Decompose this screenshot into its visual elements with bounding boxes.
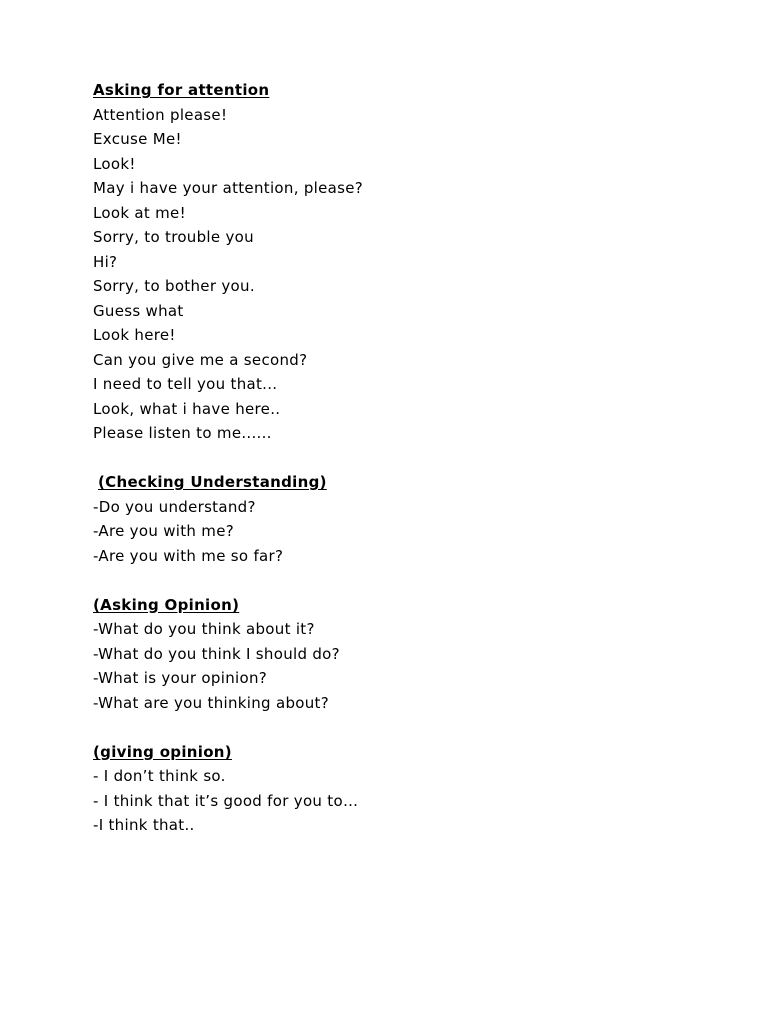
phrase-line: Sorry, to bother you.: [93, 277, 255, 295]
phrase-line: Excuse Me!: [93, 130, 182, 148]
heading-asking-for-attention: Asking for attention: [93, 81, 270, 99]
phrase-line: -Do you understand?: [93, 497, 256, 516]
phrase-line: Look at me!: [93, 203, 186, 222]
phrase-line: Look!: [93, 154, 136, 173]
phrase-line: -What do you think I should do?: [93, 644, 340, 663]
phrase-line: Can you give me a second?: [93, 350, 308, 369]
section-gap: [93, 446, 713, 471]
phrase-line: - I don’t think so.: [93, 767, 226, 785]
heading-asking-opinion: (Asking Opinion): [93, 595, 240, 614]
phrase-line: Look, what i have here..: [93, 399, 281, 418]
phrase-line: I need to tell you that...: [93, 375, 278, 393]
section-gap: [93, 568, 713, 593]
phrase-line: -Are you with me so far?: [93, 546, 284, 565]
phrase-line: Guess what: [93, 301, 184, 320]
phrase-line: -What are you thinking about?: [93, 693, 329, 712]
phrase-line: Please listen to me......: [93, 424, 272, 442]
heading-checking-understanding: (Checking Understanding): [98, 473, 327, 491]
phrase-line: Sorry, to trouble you: [93, 228, 254, 246]
phrase-line: -Are you with me?: [93, 522, 235, 540]
heading-giving-opinion: (giving opinion): [93, 742, 232, 761]
phrase-line: -I think that..: [93, 816, 195, 834]
phrase-line: Look here!: [93, 326, 176, 344]
section-gap: [93, 715, 713, 740]
document-page: [93, 78, 713, 838]
phrase-line: Attention please!: [93, 105, 228, 124]
phrase-line: - I think that it’s good for you to…: [93, 791, 359, 810]
phrase-line: May i have your attention, please?: [93, 179, 364, 197]
phrase-line: -What is your opinion?: [93, 669, 268, 687]
phrase-line: Hi?: [93, 252, 118, 271]
phrase-line: -What do you think about it?: [93, 620, 315, 638]
